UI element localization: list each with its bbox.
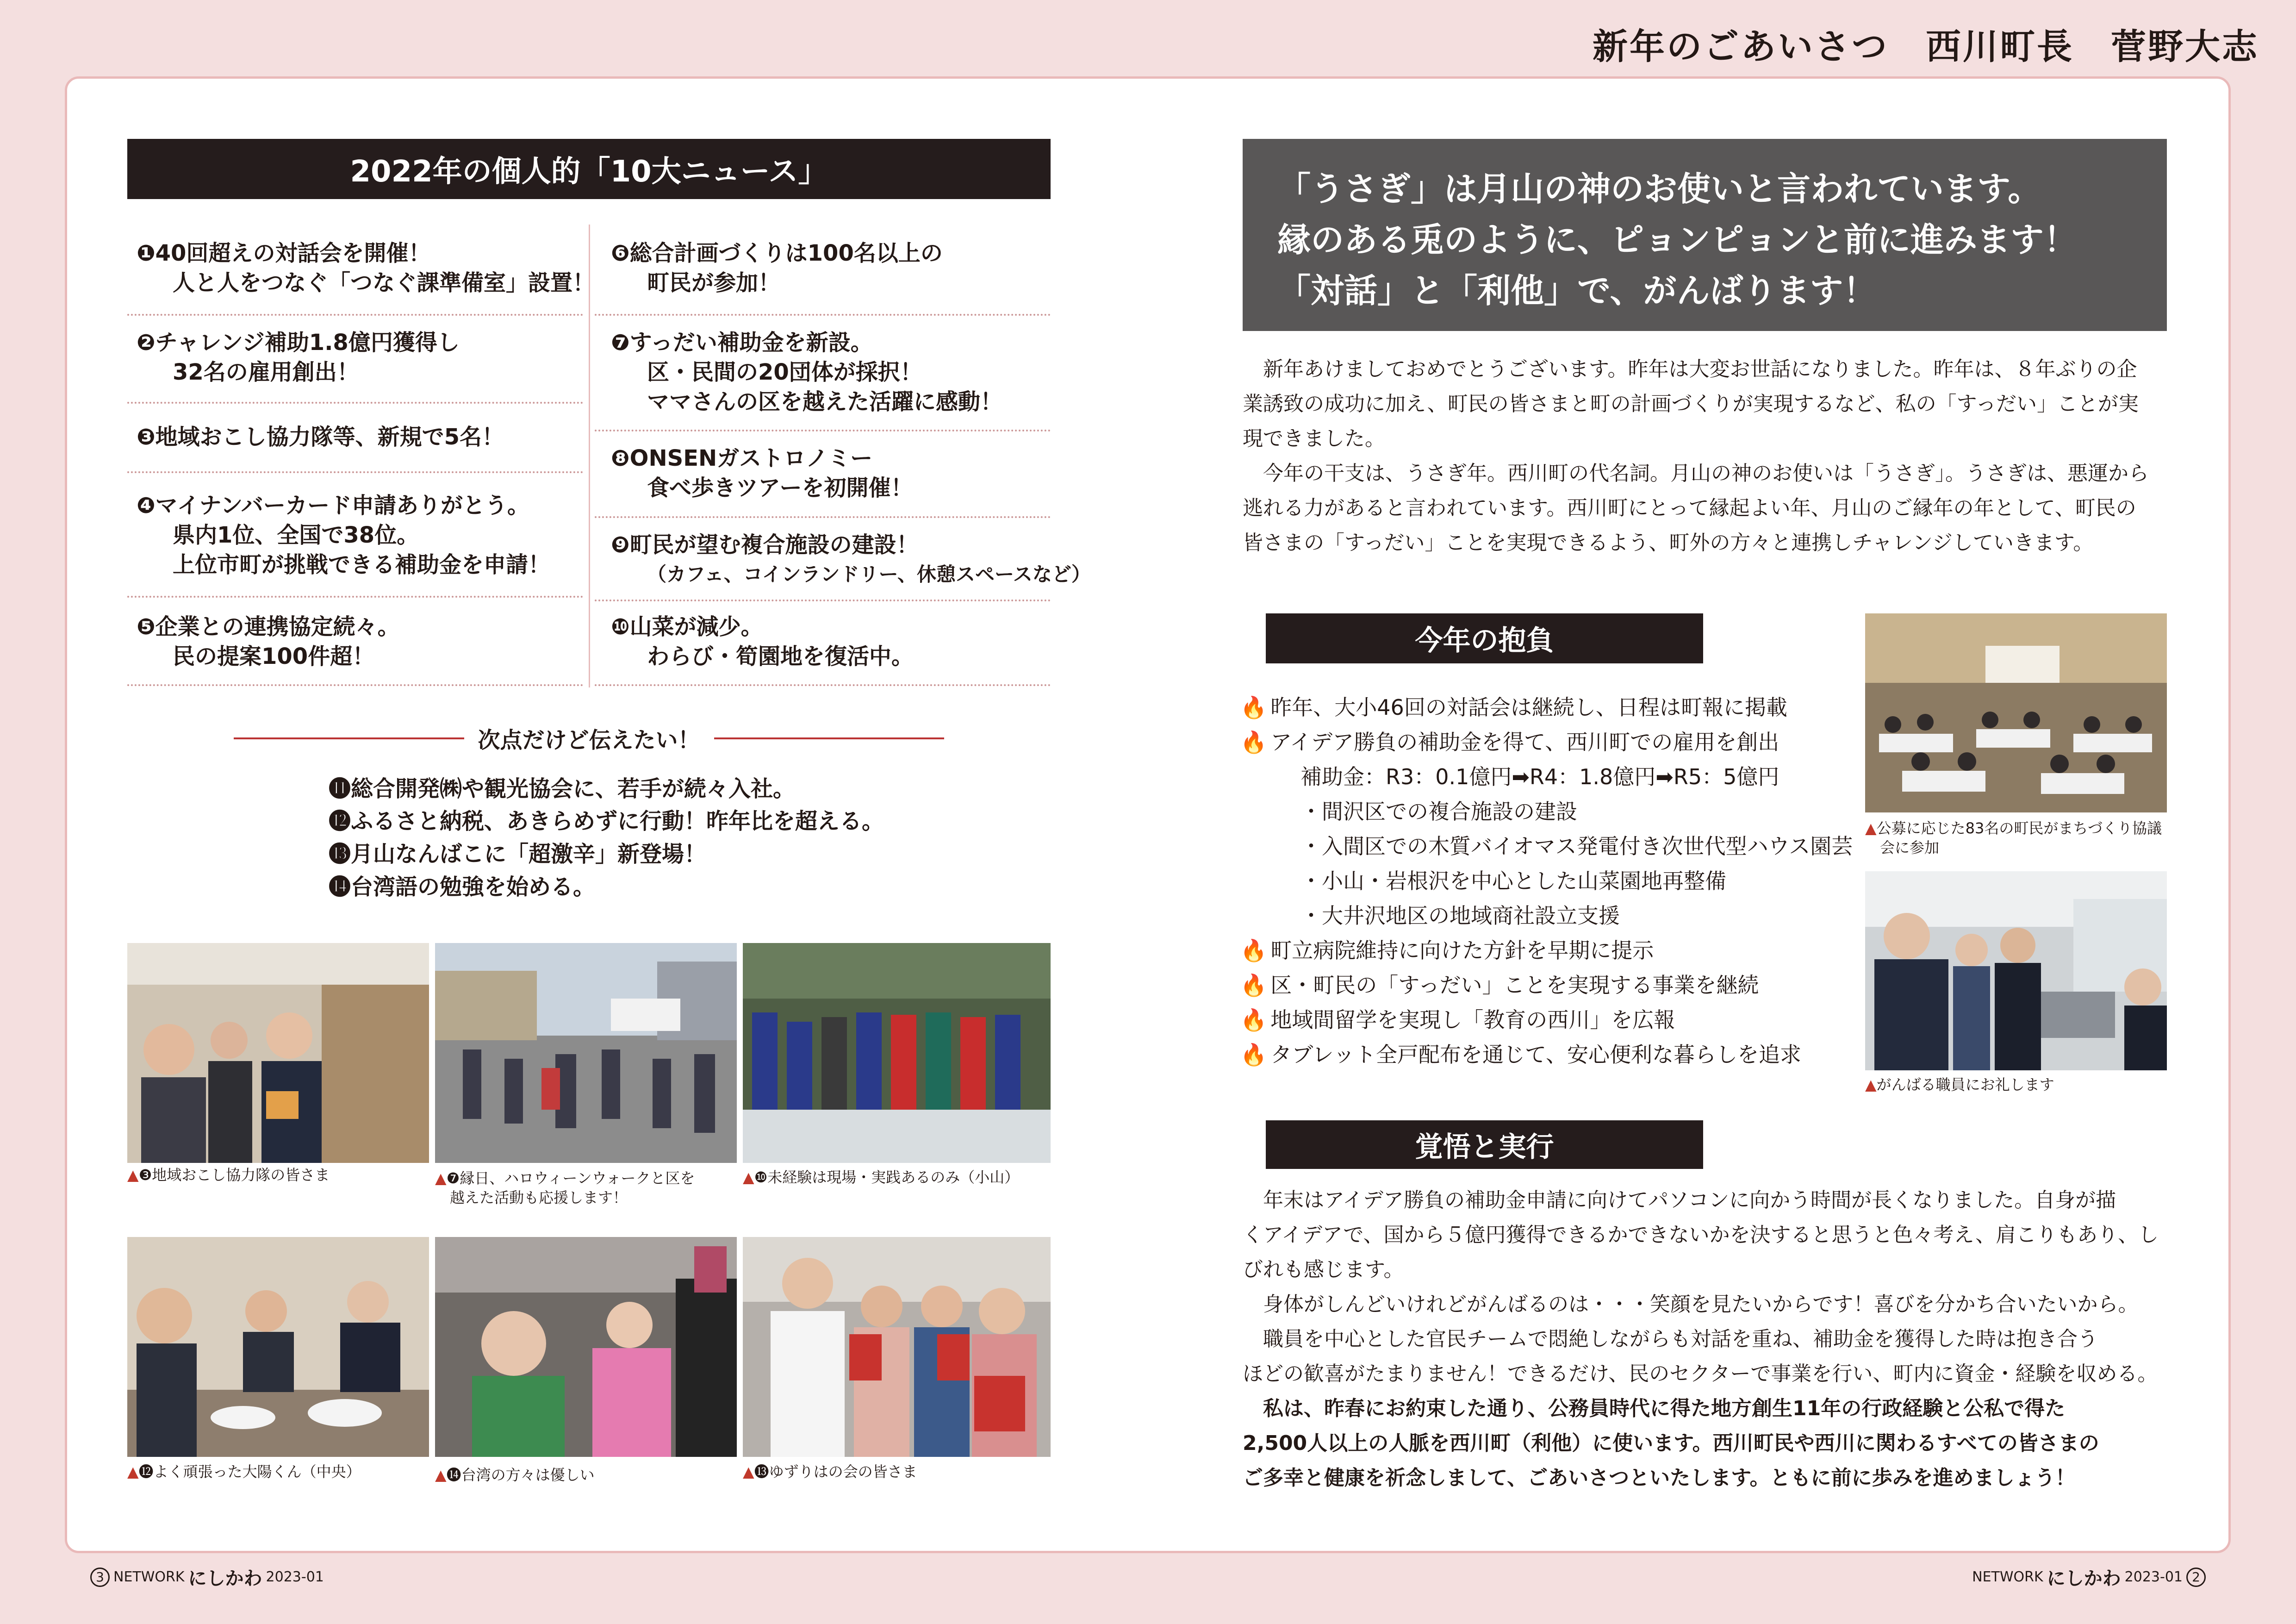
- footer-issue: 2023-01: [266, 1569, 324, 1585]
- goal-item: 🔥 タブレット全戸配布を通じて、安心便利な暮らしを追求: [1240, 1042, 1802, 1067]
- page-title: 新年のごあいさつ 西川町長 菅野大志: [1593, 26, 2259, 67]
- runner-up-heading: [234, 722, 944, 754]
- news-text: ❾町民が望む複合施設の建設！: [611, 532, 919, 558]
- photo-caption: ▲❸地域おこし協力隊の皆さま: [127, 1166, 330, 1184]
- triangle-icon: ▲: [435, 1466, 447, 1484]
- goal-subitem: ・大井沢地区の地域商社設立支援: [1300, 903, 1620, 928]
- photo-lunch: [127, 1237, 429, 1457]
- news-text: 32名の雇用創出！: [173, 359, 359, 385]
- photo-taiwan-visit: [435, 1237, 737, 1457]
- footer-magazine: にしかわ: [2047, 1568, 2121, 1589]
- news-text: 食べ歩きツアーを初開催！: [647, 475, 913, 501]
- triangle-icon: ▲: [127, 1166, 139, 1184]
- photo-town-meeting: [1865, 613, 2167, 812]
- divider: [127, 314, 583, 316]
- flame-icon: 🔥: [1240, 1042, 1267, 1067]
- photo-field-work: [743, 943, 1051, 1163]
- news-text: ❻総合計画づくりは100名以上の: [611, 240, 943, 266]
- news-text: ❽ONSENガストロノミー: [611, 445, 873, 471]
- news-text: 人と人をつなぐ「つなぐ課準備室」設置！: [173, 270, 595, 296]
- goal-subitem: ・間沢区での複合施設の建設: [1300, 799, 1577, 824]
- divider: [127, 684, 583, 686]
- goals-header: 今年の抱負: [1266, 613, 1703, 663]
- runner-up-item: ⓭月山なんばこに「超激辛」新登場！: [329, 841, 707, 867]
- resolve-header: 覚悟と実行: [1266, 1120, 1703, 1169]
- photo-caption: ▲⓬よく頑張った大陽くん（中央）: [127, 1463, 361, 1480]
- news-text: ❼すっだい補助金を新設。: [611, 330, 873, 356]
- photo-caption: ▲公募に応じた83名の町民がまちづくり協議 会に参加: [1865, 819, 2162, 856]
- photo-festival: [435, 943, 737, 1163]
- flame-icon: 🔥: [1240, 973, 1267, 998]
- news-header: 2022年の個人的「10大ニュース」: [127, 139, 1051, 199]
- news-item-5: [137, 612, 400, 671]
- photo-caption: ▲⓮台湾の方々は優しい: [435, 1466, 595, 1484]
- news-text: 上位市町が挑戦できる補助金を申請！: [173, 552, 551, 578]
- goal-item: 🔥 地域間留学を実現し「教育の西川」を広報: [1240, 1007, 1675, 1032]
- news-text: ❹マイナンバーカード申請ありがとう。: [137, 493, 529, 518]
- page-number: 2: [2186, 1568, 2206, 1587]
- news-item-4: [137, 491, 550, 580]
- runner-up-item: ⓮台湾語の勉強を始める。: [329, 874, 596, 900]
- news-text: 区・民間の20団体が採択！: [647, 359, 922, 385]
- news-text: （カフェ、コインランドリー、休憩スペースなど）: [647, 563, 1091, 586]
- goal-item: 🔥 区・町民の「すっだい」ことを実現する事業を継続: [1240, 973, 1759, 998]
- triangle-icon: ▲: [1865, 819, 1877, 837]
- photo-caption: ▲❼縁日、ハロウィーンウォークと区を 越えた活動も応援します！: [435, 1169, 695, 1206]
- message-line: 「対話」と「利他」で、がんばります！: [1277, 271, 1877, 310]
- triangle-icon: ▲: [127, 1463, 139, 1480]
- footer-left: [90, 1564, 324, 1590]
- photo-yuzuriha-group: [743, 1237, 1051, 1457]
- flame-icon: 🔥: [1240, 695, 1267, 720]
- divider: [595, 314, 1051, 316]
- news-item-1: [137, 238, 595, 298]
- news-text: 県内1位、全国で38位。: [173, 522, 419, 548]
- divider: [127, 402, 583, 404]
- news-item-8: [611, 443, 913, 503]
- footer-network: NETWORK: [113, 1569, 185, 1585]
- news-text: ❿山菜が減少。: [611, 614, 763, 640]
- goal-subitem: 補助金：R3：0.1億円➡R4：1.8億円➡R5：5億円: [1300, 764, 1780, 789]
- runner-up-item: ⓫総合開発㈱や観光協会に、若手が続々入社。: [329, 776, 796, 802]
- news-item-2: [137, 328, 460, 387]
- photo-caption: ▲❿未経験は現場・実践あるのみ（小山）: [743, 1168, 1020, 1186]
- runner-up-item: ⓬ふるさと納税、あきらめずに行動！昨年比を超える。: [329, 808, 884, 834]
- photo-caption: ▲がんばる職員にお礼します: [1865, 1076, 2054, 1093]
- news-item-6: [611, 238, 943, 298]
- footer-right: [1972, 1564, 2206, 1590]
- triangle-icon: ▲: [743, 1168, 754, 1186]
- news-text: 民の提案100件超！: [173, 643, 375, 669]
- photo-community-team: [127, 943, 429, 1163]
- resolve-paragraph: 年末はアイデア勝負の補助金申請に向けてパソコンに向かう時間が長くなりました。自身が描 くアイデアで、国から５億円獲得できるかできないかを決すると思うと色々考え、肩こりもあり、し びれも感じます。 身体がしんどいけれどがんばるのは・・・笑顔を見たいからです！喜びを分かち合いたいから。 職員を中心とした官民チームで悶絶しながらも対話を重ね、補助金を獲得した時は抱き合う ほどの歓喜がたまりません！できるだけ、民のセクターで事業を行い、町内に資金・経験を収める。 私は、昨春にお約束した通り、公務員時代に得た地方創生11年の行政経験と公私で得た 2,500人以上の人脈を西川町（利他）に使います。西川町民や西川に関わるすべての皆さまの ご多幸と健康を祈念しまして、ごあいさつといたします。ともに前に歩みを進めましょう！: [1243, 1188, 2159, 1490]
- triangle-icon: ▲: [1865, 1076, 1877, 1093]
- news-item-7: [611, 328, 1002, 417]
- goal-item: 🔥 アイデア勝負の補助金を得て、西川町での雇用を創出: [1240, 730, 1780, 755]
- footer-network: NETWORK: [1972, 1569, 2043, 1585]
- photo-staff-thanks: [1865, 871, 2167, 1070]
- photo-caption: ▲⓭ゆずりはの会の皆さま: [743, 1463, 917, 1480]
- footer-issue: 2023-01: [2124, 1569, 2183, 1585]
- divider: [127, 596, 583, 598]
- message-line: 「うさぎ」は月山の神のお使いと言われています。: [1277, 169, 2041, 208]
- goal-item: 🔥 町立病院維持に向けた方針を早期に提示: [1240, 938, 1654, 963]
- flame-icon: 🔥: [1240, 1007, 1267, 1032]
- news-item-10: [611, 612, 914, 671]
- divider: [595, 430, 1051, 431]
- news-text: ❺企業との連携協定続々。: [137, 614, 400, 640]
- goal-subitem: ・小山・岩根沢を中心とした山菜園地再整備: [1300, 868, 1726, 893]
- news-text: 町民が参加！: [647, 270, 781, 296]
- news-text: ❸地域おこし協力隊等、新規で5名！: [137, 424, 504, 450]
- news-text: ❷チャレンジ補助1.8億円獲得し: [137, 330, 460, 356]
- divider: [595, 516, 1051, 518]
- goal-item: 🔥 昨年、大小46回の対話会は継続し、日程は町報に掲載: [1240, 695, 1787, 720]
- footer-magazine: にしかわ: [188, 1568, 262, 1589]
- triangle-icon: ▲: [435, 1169, 447, 1187]
- flame-icon: 🔥: [1240, 730, 1267, 755]
- news-item-9: [611, 530, 1091, 589]
- intro-paragraph: 新年あけましておめでとうございます。昨年は大変お世話になりました。昨年は、８年ぶりの企 業誘致の成功に加え、町民の皆さまと町の計画づくりが実現するなど、私の「すっだい」ことが実 現できました。 今年の干支は、うさぎ年。西川町の代名詞。月山の神のお使いは「うさぎ」。うさぎは、悪運から 逃れる力があると言われています。西川町にとって縁起よい年、月山のご縁年の年として、町民の 皆さまの「すっだい」ことを実現できるよう、町外の方々と連携しチャレンジしていきます。: [1243, 357, 2149, 555]
- news-item-3: [137, 422, 504, 452]
- divider: [127, 471, 583, 473]
- message-box: [1243, 139, 2167, 331]
- divider: [595, 600, 1051, 601]
- page-number: 3: [90, 1568, 110, 1587]
- news-text: ❶40回超えの対話会を開催！: [137, 240, 431, 266]
- divider: [595, 684, 1051, 686]
- news-text: わらび・筍園地を復活中。: [647, 643, 914, 669]
- goal-subitem: ・入間区での木質バイオマス発電付き次世代型ハウス園芸: [1300, 834, 1853, 859]
- message-line: 縁のある兎のように、ピョンピョンと前に進みます！: [1277, 220, 2078, 259]
- news-text: ママさんの区を越えた活躍に感動！: [647, 389, 1003, 415]
- runner-up-title: 次点だけど伝えたい！: [478, 727, 700, 753]
- flame-icon: 🔥: [1240, 938, 1267, 963]
- triangle-icon: ▲: [743, 1463, 754, 1480]
